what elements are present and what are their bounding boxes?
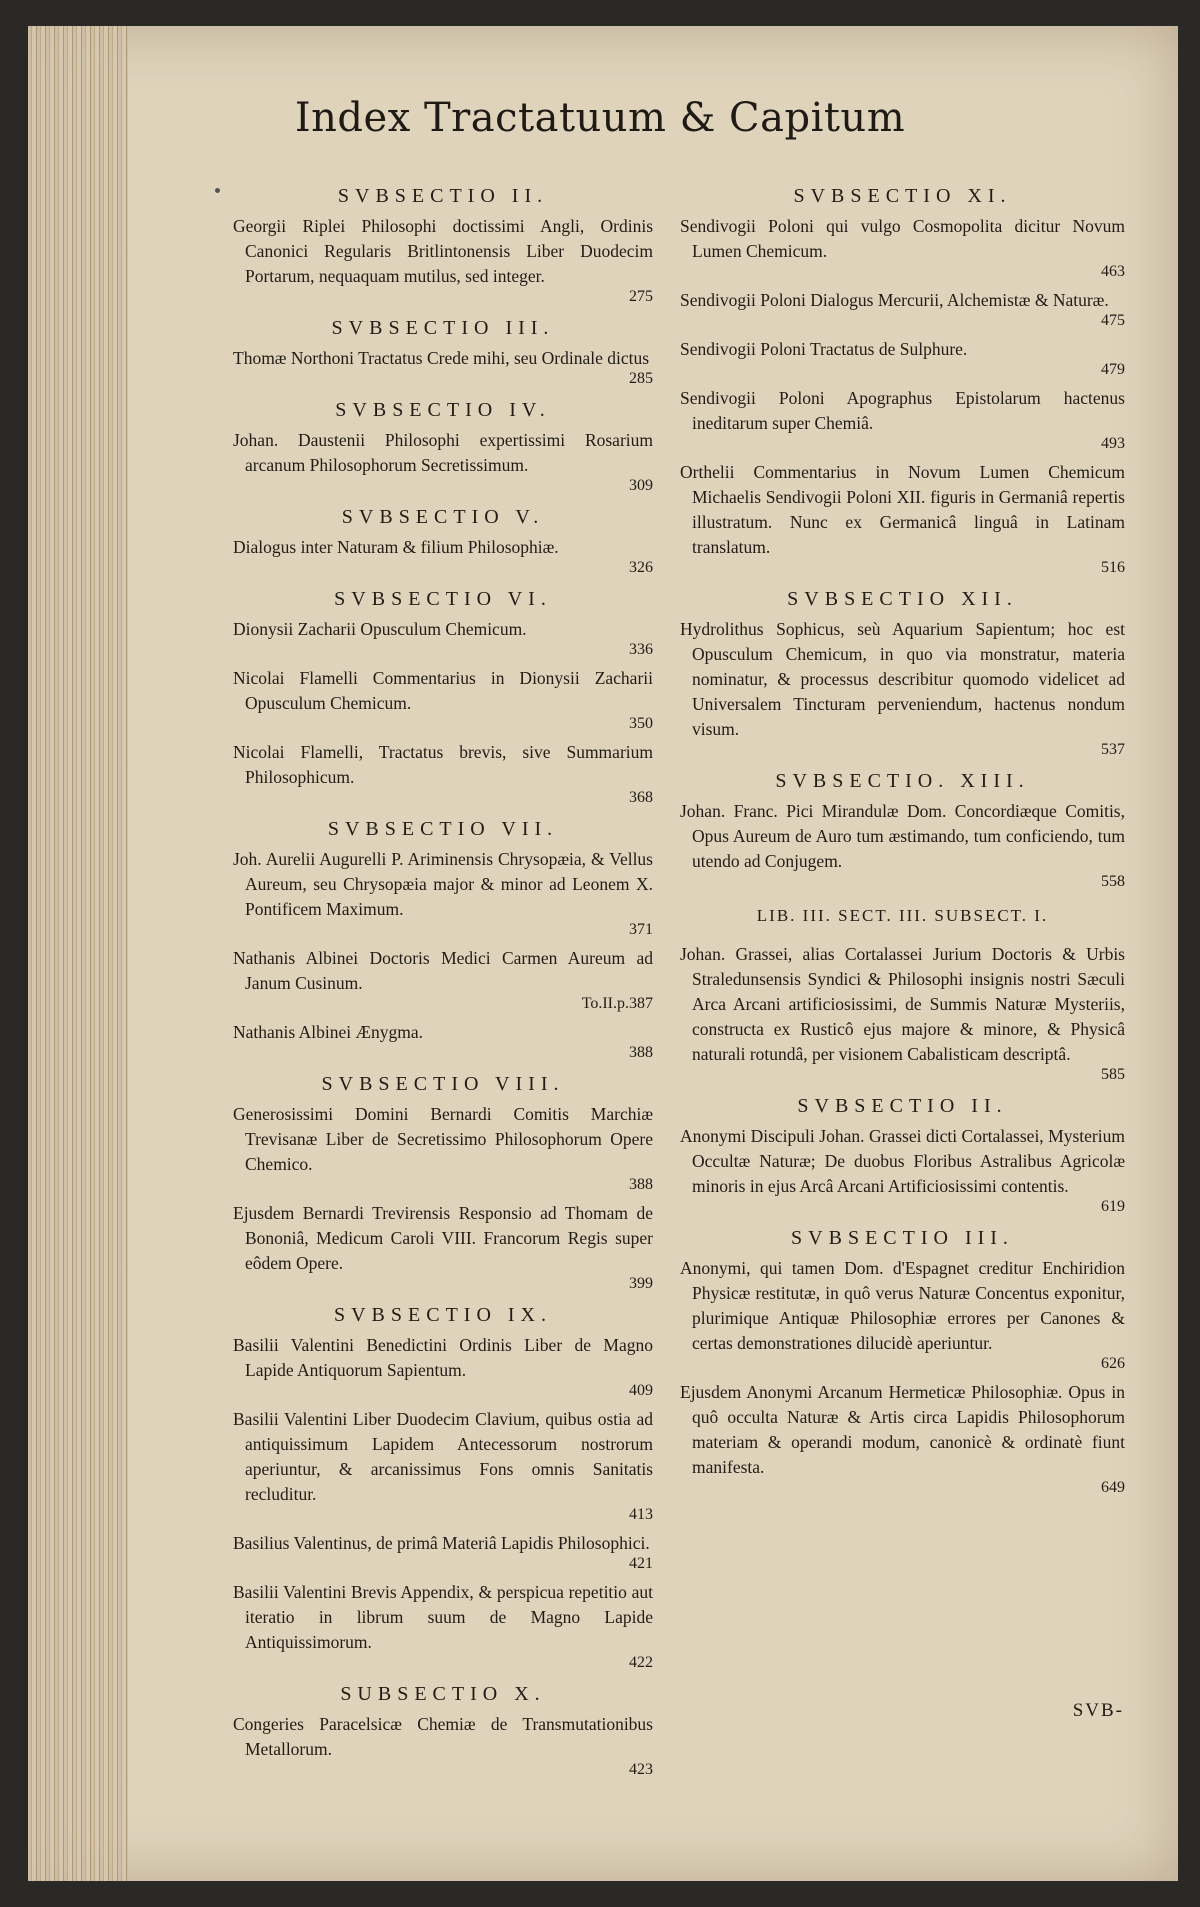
index-entry — [680, 337, 1125, 380]
page-number: 350 — [629, 715, 653, 732]
page-number: 421 — [629, 1555, 653, 1572]
page-number: To.II.p.387 — [581, 995, 653, 1012]
entry-title: Nicolai Flamelli, Tractatus brevis, sive Summarium Philosophicum. — [233, 742, 653, 787]
entry-title: Sendivogii Poloni Dialogus Mercurii, Alchemistæ & Naturæ. — [680, 290, 1109, 310]
entry-title: Johan. Daustenii Philosophi expertissimi Rosarium arcanum Philosophorum Secretissimum. — [233, 430, 653, 475]
page-number: 516 — [1101, 559, 1125, 576]
index-entry — [233, 847, 653, 940]
entry-title: Thomæ Northoni Tractatus Crede mihi, seu Ordinale dictus — [233, 348, 650, 368]
index-entry — [680, 799, 1125, 892]
index-entry — [680, 214, 1125, 282]
entry-title: Johan. Grassei, alias Cortalassei Jurium Doctoris & Urbis Straledunsensis Syndici & Philosophi insignis nostri Sæculi Arca Arcani artificiosissimi, de Summis Naturæ Mysteriis, constructa ex Rusticô ejus majore & minore, & Physicâ naturali rotundâ, per visionem Cabalisticam descriptâ. — [680, 944, 1125, 1064]
entry-title: Generosissimi Domini Bernardi Comitis Marchiæ Trevisanæ Liber de Secretissimo Philosophorum Opere Chemico. — [233, 1104, 653, 1174]
page-number: 463 — [1101, 263, 1125, 280]
page-number: 626 — [1101, 1355, 1125, 1372]
page-number: 399 — [629, 1275, 653, 1292]
index-entry — [233, 1020, 653, 1063]
index-entry — [680, 386, 1125, 454]
index-entry — [233, 428, 653, 496]
entry-title: Orthelii Commentarius in Novum Lumen Chemicum Michaelis Sendivogii Poloni XII. figuris in Germaniâ repertis illustratum. Nunc ex Germanicâ linguâ in Latinam translatum. — [680, 462, 1125, 557]
section-heading: SVBSECTIO II. — [337, 185, 549, 207]
page-number: 558 — [1101, 873, 1125, 890]
entry-title: Ejusdem Bernardi Trevirensis Responsio ad Thomam de Bononiâ, Medicum Caroli VIII. Francorum Regis super eôdem Opere. — [233, 1203, 653, 1273]
index-entry — [233, 1712, 653, 1780]
page-number: 275 — [629, 288, 653, 305]
section-heading: SVBSECTIO III. — [791, 1227, 1014, 1249]
section-heading: SVBSECTIO IX. — [333, 1304, 552, 1326]
entry-title: Basilius Valentinus, de primâ Materiâ Lapidis Philosophici. — [233, 1533, 650, 1553]
page-number: 368 — [629, 789, 653, 806]
page-number: 285 — [629, 370, 653, 387]
index-entry — [233, 946, 653, 1014]
entry-title: Sendivogii Poloni Apographus Epistolarum hactenus ineditarum super Chemiâ. — [680, 388, 1125, 433]
page-number: 423 — [629, 1761, 653, 1778]
page-number: 493 — [1101, 435, 1125, 452]
entry-title: Hydrolithus Sophicus, seù Aquarium Sapientum; hoc est Opusculum Chemicum, in quo via monstratur, materia nominatur, & processus describitur quomodo videlicet ad Universalem Tincturam perveniendum, hactenus nondum visum. — [680, 619, 1125, 739]
page-header: Index Tractatuum & Capitum — [294, 95, 906, 141]
entry-title: Basilii Valentini Benedictini Ordinis Liber de Magno Lapide Antiquorum Sapientum. — [233, 1335, 653, 1380]
index-entry — [233, 1201, 653, 1294]
index-entry — [233, 1407, 653, 1525]
index-entry — [680, 288, 1125, 331]
page-number: 371 — [629, 921, 653, 938]
page-number: 619 — [1101, 1198, 1125, 1215]
entry-title: Anonymi, qui tamen Dom. d'Espagnet creditur Enchiridion Physicæ restitutæ, in quô verus Naturæ Concentus exponitur, plurimique Antiquæ Philosophiæ errores per Canones & certas demonstrationes dilucidè aperiuntur. — [680, 1258, 1125, 1353]
page-number: 479 — [1101, 361, 1125, 378]
right-column — [680, 175, 1125, 1504]
entry-title: Anonymi Discipuli Johan. Grassei dicti Cortalassei, Mysterium Occultæ Naturæ; De duobus Floribus Astralibus Agricolæ minoris in ejus Arcâ Arcani Artificiosissimi contentis. — [680, 1126, 1125, 1196]
entry-title: Ejusdem Anonymi Arcanum Hermeticæ Philosophiæ. Opus in quô occulta Naturæ & Artis circa Lapidis Philosophorum materiam & operandi modum, canonicè & ordinatè fiunt manifesta. — [680, 1382, 1125, 1477]
section-heading: SVBSECTIO XI. — [793, 185, 1012, 207]
index-entry — [233, 1580, 653, 1673]
section-heading: SVBSECTIO V. — [341, 506, 545, 528]
page-number: 388 — [629, 1044, 653, 1061]
ink-mark — [215, 188, 220, 193]
left-column — [233, 175, 653, 1786]
index-entry — [233, 346, 653, 389]
section-heading: SUBSECTIO X. — [340, 1683, 546, 1705]
page-number: 336 — [629, 641, 653, 658]
catchword: SVB- — [1072, 1700, 1124, 1721]
index-entry — [233, 1102, 653, 1195]
page-number: 388 — [629, 1176, 653, 1193]
index-entry — [680, 1124, 1125, 1217]
section-heading: SVBSECTIO. XIII. — [775, 770, 1030, 792]
page-edges — [28, 26, 128, 1881]
section-heading: SVBSECTIO VIII. — [321, 1073, 565, 1095]
entry-title: Johan. Franc. Pici Mirandulæ Dom. Concordiæque Comitis, Opus Aureum de Auro tum æstimando, tum conficiendo, tum utendo ad Conjugem. — [680, 801, 1125, 871]
entry-title: Dialogus inter Naturam & filium Philosophiæ. — [233, 537, 559, 557]
entry-title: Sendivogii Poloni qui vulgo Cosmopolita dicitur Novum Lumen Chemicum. — [680, 216, 1125, 261]
entry-title: Dionysii Zacharii Opusculum Chemicum. — [233, 619, 527, 639]
index-entry — [680, 460, 1125, 578]
page-number: 537 — [1101, 741, 1125, 758]
index-entry — [233, 535, 653, 578]
section-heading: SVBSECTIO II. — [797, 1095, 1008, 1117]
index-entry — [233, 1333, 653, 1401]
page-number: 326 — [629, 559, 653, 576]
index-entry — [233, 617, 653, 660]
entry-title: Basilii Valentini Liber Duodecim Clavium, quibus ostia ad antiquissimum Lapidem Antecessorum nostrorum aperiuntur, & arcanissimus Fons omnis Sanitatis recluditur. — [233, 1409, 653, 1504]
index-entry — [233, 214, 653, 307]
page-number: 409 — [629, 1382, 653, 1399]
entry-title: Sendivogii Poloni Tractatus de Sulphure. — [680, 339, 968, 359]
entry-title: Nicolai Flamelli Commentarius in Dionysii Zacharii Opusculum Chemicum. — [233, 668, 653, 713]
page-number: 309 — [629, 477, 653, 494]
page-number: 585 — [1101, 1066, 1125, 1083]
index-entry — [233, 666, 653, 734]
index-entry — [680, 1256, 1125, 1374]
page-number: 422 — [629, 1654, 653, 1671]
entry-title: Basilii Valentini Brevis Appendix, & perspicua repetitio aut iteratio in librum suum de Magno Lapide Antiquissimorum. — [233, 1582, 653, 1652]
page-number: 413 — [629, 1506, 653, 1523]
section-heading: SVBSECTIO VI. — [334, 588, 552, 610]
index-entry — [680, 1380, 1125, 1498]
index-entry — [680, 617, 1125, 760]
entry-title: Congeries Paracelsicæ Chemiæ de Transmutationibus Metallorum. — [233, 1714, 653, 1759]
index-entry — [233, 740, 653, 808]
entry-title: Nathanis Albinei Doctoris Medici Carmen Aureum ad Janum Cusinum. — [233, 948, 653, 993]
entry-title: Nathanis Albinei Ænygma. — [233, 1022, 424, 1042]
index-entry — [680, 942, 1125, 1085]
page-number: 649 — [1101, 1479, 1125, 1496]
section-heading: SVBSECTIO VII. — [327, 818, 559, 840]
section-heading: SVBSECTIO IV. — [335, 399, 551, 421]
section-heading: SVBSECTIO XII. — [787, 588, 1018, 610]
page-number: 475 — [1101, 312, 1125, 329]
index-entry — [233, 1531, 653, 1574]
section-heading: SVBSECTIO III. — [331, 317, 555, 339]
entry-title: Georgii Riplei Philosophi doctissimi Angli, Ordinis Canonici Regularis Britlintonensis Liber Duodecim Portarum, nequaquam mutilus, sed integer. — [233, 216, 653, 286]
entry-title: Joh. Aurelii Augurelli P. Ariminensis Chrysopæia, & Vellus Aureum, seu Chrysopæia major & minor ad Leonem X. Pontificem Maximum. — [233, 849, 653, 919]
book-section-heading: LIB. III. SECT. III. SUBSECT. I. — [756, 906, 1049, 925]
